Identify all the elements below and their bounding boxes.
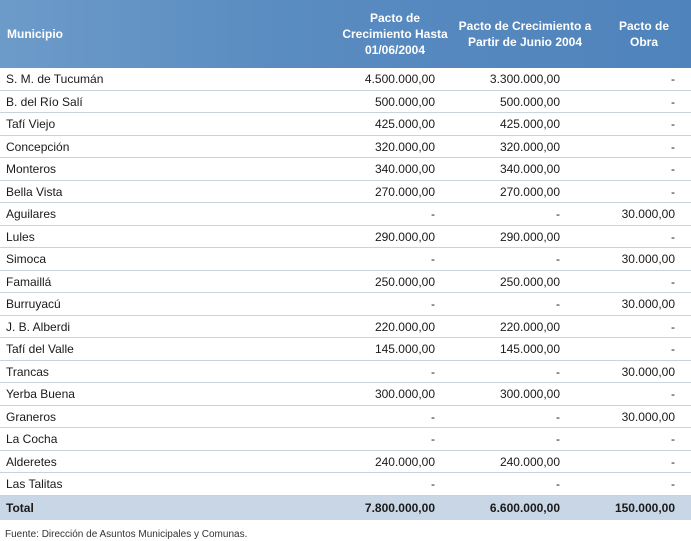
total-col2: 6.600.000,00	[489, 500, 560, 515]
row-col2: -	[556, 364, 560, 379]
row-municipio: Graneros	[6, 409, 57, 424]
row-col1: 240.000,00	[374, 454, 435, 469]
row-col2: -	[556, 409, 560, 424]
row-col1: 320.000,00	[374, 139, 435, 154]
row-municipio: Burruyacú	[6, 297, 61, 311]
row-municipio: Monteros	[6, 162, 57, 176]
row-municipio: Aguilares	[6, 207, 57, 221]
table-row	[0, 136, 691, 159]
row-municipio: Alderetes	[6, 454, 57, 469]
header-pacto-hasta: Pacto de Crecimiento Hasta 01/06/2004	[342, 11, 448, 57]
total-label: Total	[6, 500, 34, 515]
source-note: Fuente: Dirección de Asuntos Municipales y Comunas.	[5, 528, 248, 540]
row-municipio: S. M. de Tucumán	[6, 72, 104, 86]
row-col2: -	[556, 297, 560, 311]
row-col3: -	[671, 342, 675, 356]
row-col3: -	[671, 229, 675, 244]
row-col3: -	[671, 117, 675, 131]
row-col2: 270.000,00	[499, 184, 560, 199]
row-col1: -	[431, 364, 435, 379]
row-col3: -	[671, 162, 675, 176]
row-col1: 250.000,00	[374, 274, 435, 289]
table-row	[0, 203, 691, 226]
row-col3: -	[671, 139, 675, 154]
row-col1: 500.000,00	[374, 94, 435, 109]
row-municipio: Concepción	[6, 139, 70, 154]
row-col3: 30.000,00	[621, 297, 675, 311]
row-col3: -	[671, 387, 675, 401]
row-municipio: Famaillá	[6, 274, 52, 289]
row-col1: -	[431, 432, 435, 446]
row-col2: 290.000,00	[499, 229, 560, 244]
row-col2: -	[556, 432, 560, 446]
total-col1: 7.800.000,00	[364, 500, 435, 515]
row-col1: 270.000,00	[374, 184, 435, 199]
table-row	[0, 316, 691, 339]
row-municipio: J. B. Alberdi	[6, 319, 71, 334]
row-municipio: Lules	[6, 229, 35, 244]
table-row	[0, 68, 691, 91]
row-col1: 145.000,00	[374, 342, 435, 356]
row-col2: 220.000,00	[499, 319, 560, 334]
table-body	[0, 68, 691, 496]
row-col1: 290.000,00	[374, 229, 435, 244]
row-col2: 250.000,00	[499, 274, 560, 289]
row-col3: -	[671, 72, 675, 86]
row-municipio: Yerba Buena	[6, 387, 75, 401]
row-col1: 425.000,00	[374, 117, 435, 131]
row-col2: -	[556, 207, 560, 221]
table-row	[0, 158, 691, 181]
row-col2: 300.000,00	[499, 387, 560, 401]
table-row	[0, 226, 691, 249]
row-col1: 4.500.000,00	[364, 72, 435, 86]
row-col1: 300.000,00	[374, 387, 435, 401]
row-col2: -	[556, 477, 560, 491]
row-col3: 30.000,00	[621, 252, 675, 266]
row-municipio: Trancas	[6, 364, 49, 379]
row-col3: -	[671, 477, 675, 491]
row-col3: -	[671, 432, 675, 446]
table-row	[0, 473, 691, 496]
header-pacto-desde: Pacto de Crecimiento a Partir de Junio 2004	[458, 19, 592, 49]
row-col3: -	[671, 274, 675, 289]
row-col3: 30.000,00	[621, 207, 675, 221]
row-col1: -	[431, 477, 435, 491]
table-row	[0, 181, 691, 204]
row-col1: 220.000,00	[374, 319, 435, 334]
row-col2: 240.000,00	[499, 454, 560, 469]
row-col2: 425.000,00	[499, 117, 560, 131]
row-col3: -	[671, 319, 675, 334]
row-col3: -	[671, 184, 675, 199]
total-col3: 150.000,00	[614, 500, 675, 515]
row-municipio: B. del Río Salí	[6, 94, 83, 109]
row-col3: 30.000,00	[621, 409, 675, 424]
row-col3: -	[671, 94, 675, 109]
table-row	[0, 91, 691, 114]
row-col2: -	[556, 252, 560, 266]
row-municipio: La Cocha	[6, 432, 58, 446]
table-row	[0, 428, 691, 451]
row-municipio: Tafí Viejo	[6, 117, 56, 131]
total-row	[0, 496, 691, 520]
table-row	[0, 361, 691, 384]
table-row	[0, 271, 691, 294]
table-row	[0, 293, 691, 316]
table-row	[0, 383, 691, 406]
header-municipio: Municipio	[7, 27, 63, 41]
row-col2: 500.000,00	[499, 94, 560, 109]
table-row	[0, 113, 691, 136]
table-header	[0, 0, 691, 68]
row-col3: -	[671, 454, 675, 469]
row-col2: 3.300.000,00	[489, 72, 560, 86]
table-row	[0, 451, 691, 474]
header-pacto-obra: Pacto de Obra	[618, 19, 669, 49]
row-col1: -	[431, 409, 435, 424]
table-row	[0, 248, 691, 271]
row-municipio: Simoca	[6, 252, 47, 266]
row-col2: 340.000,00	[499, 162, 560, 176]
row-col2: 320.000,00	[499, 139, 560, 154]
row-col1: -	[431, 207, 435, 221]
row-municipio: Tafí del Valle	[6, 342, 74, 356]
table-row	[0, 406, 691, 429]
row-col1: 340.000,00	[374, 162, 435, 176]
row-municipio: Bella Vista	[6, 184, 63, 199]
row-col2: 145.000,00	[499, 342, 560, 356]
row-col3: 30.000,00	[621, 364, 675, 379]
row-col1: -	[431, 252, 435, 266]
row-municipio: Las Talitas	[6, 477, 63, 491]
table-row	[0, 338, 691, 361]
row-col1: -	[431, 297, 435, 311]
